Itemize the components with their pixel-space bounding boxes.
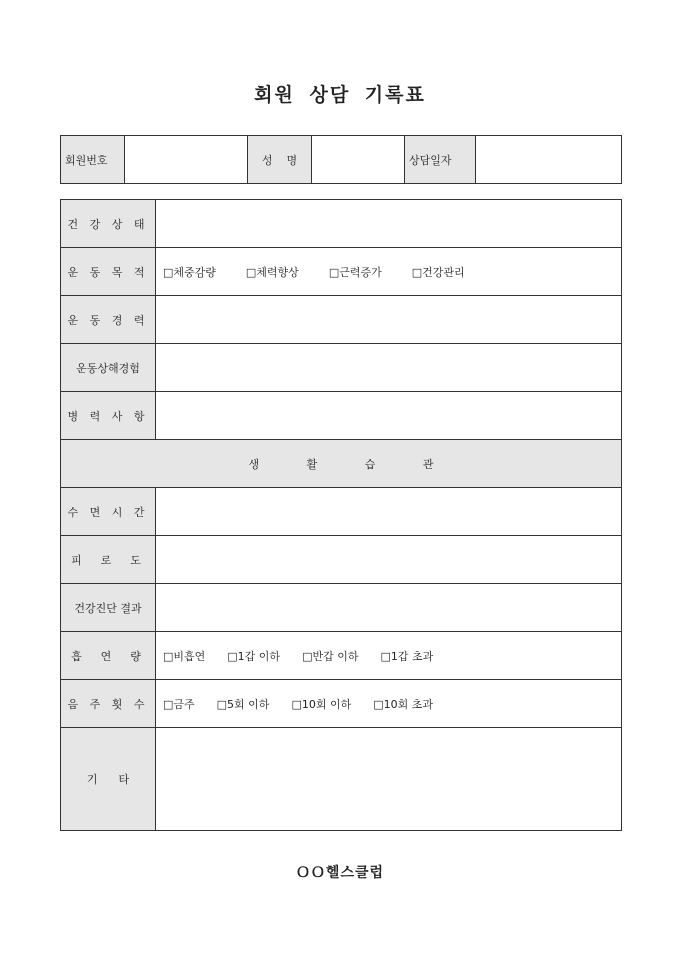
lifestyle-section-header: 생 활 습 관	[61, 440, 622, 488]
member-no-field[interactable]	[125, 136, 248, 184]
exercise-goal-options	[163, 264, 621, 280]
injury-history-row	[61, 344, 622, 392]
exercise-history-field[interactable]	[156, 296, 622, 344]
exercise-goal-row	[61, 248, 622, 296]
option-fitness-improvement[interactable]: □체력향상	[245, 265, 299, 279]
other-field[interactable]	[156, 728, 622, 831]
drinking-label: 음 주 횟 수	[61, 680, 156, 728]
smoking-options	[163, 648, 621, 664]
health-status-row	[61, 200, 622, 248]
option-over-one-pack[interactable]: □1갑 초과	[380, 649, 434, 663]
medical-history-field[interactable]	[156, 392, 622, 440]
smoking-label: 흡 연 량	[61, 632, 156, 680]
sleep-hours-label: 수 면 시 간	[61, 488, 156, 536]
option-health-management[interactable]: □건강관리	[411, 265, 465, 279]
lifestyle-header-row	[61, 440, 622, 488]
fatigue-label: 피 로 도	[61, 536, 156, 584]
member-no-label: 회원번호	[61, 136, 125, 184]
exercise-goal-label: 운 동 목 적	[61, 248, 156, 296]
drinking-row	[61, 680, 622, 728]
checkup-result-label: 건강진단 결과	[61, 584, 156, 632]
option-ten-or-less[interactable]: □10회 이하	[291, 697, 352, 711]
other-row	[61, 728, 622, 831]
medical-history-row	[61, 392, 622, 440]
option-half-pack-or-less[interactable]: □반갑 이하	[302, 649, 359, 663]
consultation-table	[60, 199, 622, 831]
club-name-footer: ＯＯ헬스클럽	[295, 865, 385, 881]
smoking-row	[61, 632, 622, 680]
option-non-smoker[interactable]: □비흡연	[163, 649, 206, 663]
form-title: 회원 상담 기록표	[254, 84, 426, 106]
fatigue-field[interactable]	[156, 536, 622, 584]
other-label: 기 타	[61, 728, 156, 831]
option-over-ten[interactable]: □10회 초과	[373, 697, 433, 711]
checkup-result-field[interactable]	[156, 584, 622, 632]
name-field[interactable]	[312, 136, 405, 184]
option-five-or-less[interactable]: □5회 이하	[216, 697, 270, 711]
exercise-history-row	[61, 296, 622, 344]
name-label: 성 명	[248, 136, 312, 184]
option-muscle-gain[interactable]: □근력증가	[328, 265, 382, 279]
option-no-drinking[interactable]: □금주	[163, 697, 195, 711]
sleep-hours-field[interactable]	[156, 488, 622, 536]
drinking-options	[163, 696, 621, 712]
health-status-field[interactable]	[156, 200, 622, 248]
option-one-pack-or-less[interactable]: □1갑 이하	[227, 649, 281, 663]
sleep-hours-row	[61, 488, 622, 536]
date-label: 상담일자	[405, 136, 476, 184]
option-weight-loss[interactable]: □체중감량	[163, 265, 216, 279]
injury-history-label: 운동상해경험	[61, 344, 156, 392]
medical-history-label: 병 력 사 항	[61, 392, 156, 440]
checkup-result-row	[61, 584, 622, 632]
fatigue-row	[61, 536, 622, 584]
injury-history-field[interactable]	[156, 344, 622, 392]
health-status-label: 건 강 상 태	[61, 200, 156, 248]
exercise-history-label: 운 동 경 력	[61, 296, 156, 344]
date-field[interactable]	[476, 136, 622, 184]
member-info-table	[60, 135, 622, 184]
